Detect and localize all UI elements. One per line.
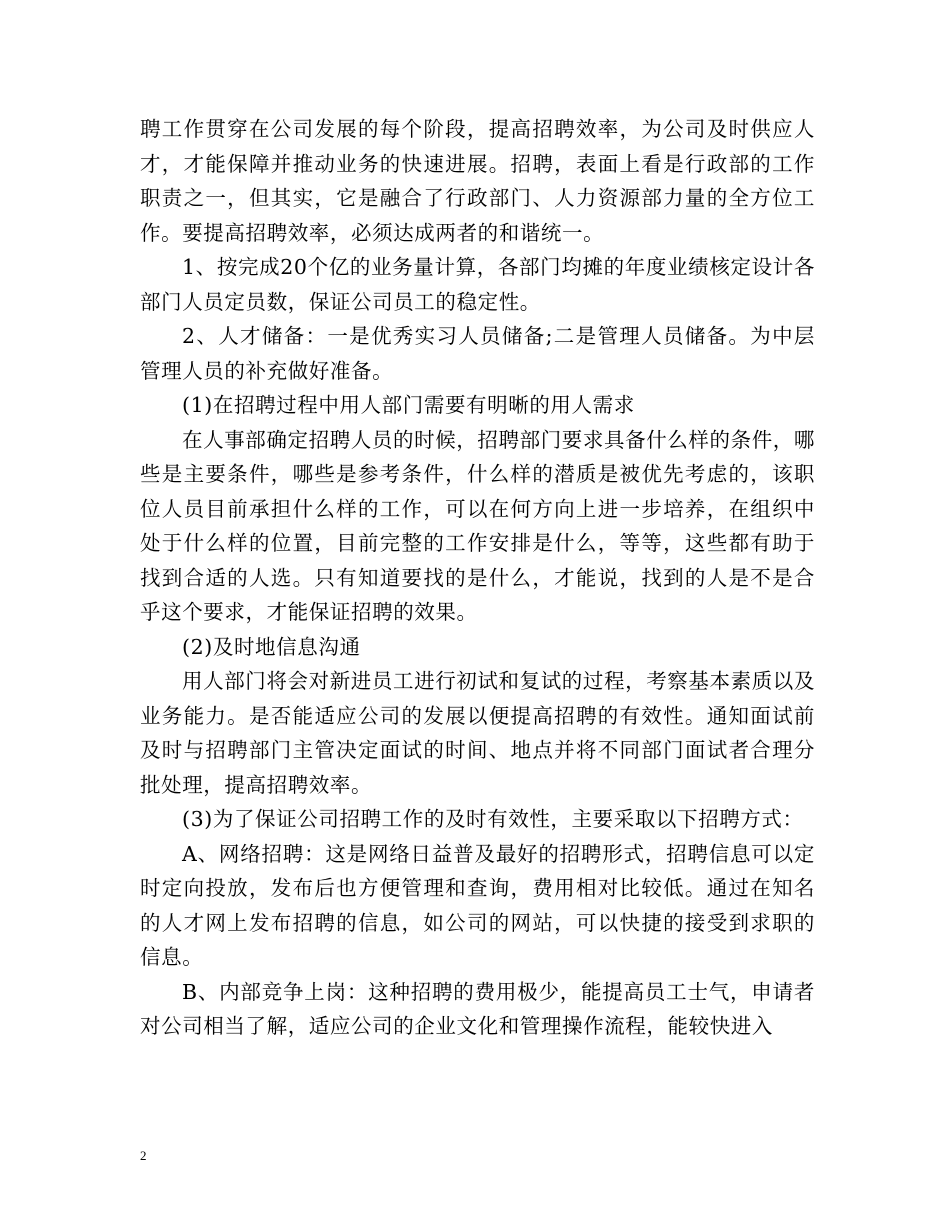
paragraph-4: (1)在招聘过程中用人部门需要有明晰的用人需求 [182, 393, 635, 417]
paragraph-2: 1、按完成20个亿的业务量计算，各部门均摊的年度业绩核定设计各部门人员定员数，保证公司员工的稳定性。 [140, 255, 815, 314]
paragraph-9: A、网络招聘：这是网络日益普及最好的招聘形式，招聘信息可以定时定向投放，发布后也方便管理和查询，费用相对比较低。通过在知名的人才网上发布招聘的信息，如公司的网站，可以快捷的接受到求职的信息。 [140, 841, 815, 969]
paragraph-7: 用人部门将会对新进员工进行初试和复试的过程，考察基本素质以及业务能力。是否能适应公司的发展以便提高招聘的有效性。通知面试前及时与招聘部门主管决定面试的时间、地点并将不同部门面试者合理分批处理，提高招聘效率。 [140, 669, 815, 797]
paragraph-5: 在人事部确定招聘人员的时候，招聘部门要求具备什么样的条件，哪些是主要条件，哪些是参考条件，什么样的潜质是被优先考虑的，该职位人员目前承担什么样的工作，可以在何方向上进一步培养，在组织中处于什么样的位置，目前完整的工作安排是什么，等等，这些都有助于找到合适的人选。只有知道要找的是什么，才能说，找到的人是不是合乎这个要求，才能保证招聘的效果。 [140, 427, 815, 624]
paragraph-3: 2、人才储备：一是优秀实习人员储备;二是管理人员储备。为中层管理人员的补充做好准备。 [140, 324, 815, 383]
page-number: 2 [140, 1148, 147, 1163]
paragraph-10: B、内部竞争上岗：这种招聘的费用极少，能提高员工士气，申请者对公司相当了解，适应公司的企业文化和管理操作流程，能较快进入 [140, 979, 815, 1038]
page-body [140, 112, 815, 1044]
paragraph-8: (3)为了保证公司招聘工作的及时有效性，主要采取以下招聘方式： [182, 807, 804, 831]
paragraph-1: 聘工作贯穿在公司发展的每个阶段，提高招聘效率，为公司及时供应人才，才能保障并推动业务的快速进展。招聘，表面上看是行政部的工作职责之一，但其实，它是融合了行政部门、人力资源部力量的全方位工作。要提高招聘效率，必须达成两者的和谐统一。 [140, 117, 815, 245]
paragraph-6: (2)及时地信息沟通 [182, 634, 361, 659]
